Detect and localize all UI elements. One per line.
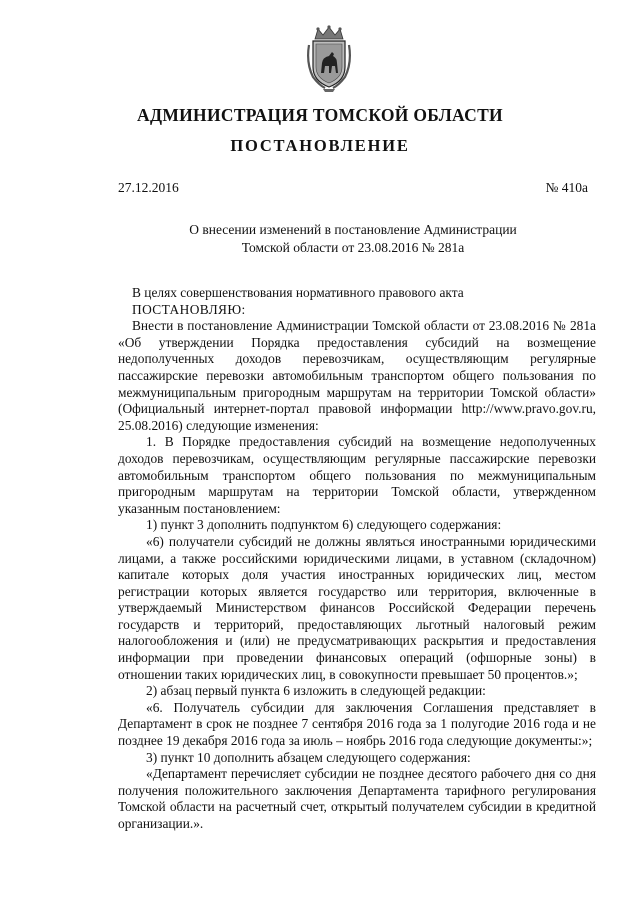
document-date: 27.12.2016	[118, 180, 179, 195]
organization-title: АДМИНИСТРАЦИЯ ТОМСКОЙ ОБЛАСТИ	[137, 105, 503, 125]
paragraph-subitem-2: 2) абзац первый пункта 6 изложить в следующей редакции:	[146, 683, 486, 699]
tomsk-coat-of-arms-icon	[305, 25, 353, 93]
intro-paragraph: В целях совершенствования нормативного правового акта	[132, 285, 464, 300]
paragraph-quote-6: «6) получатели субсидий не должны являться иностранными юридическими лицами, а также российскими юридическими лицами, в уставном (складочном) капитале которых доля участия иностранных юридических лиц, местом регистрации которых является государство или территория, включенные в утверждаемый Министерством финансов Российской Федерации перечень государств и территорий, предоставляющих льготный налоговый режим налогообложения и (или) не предусматривающих раскрытия и предоставления информации при проведении финансовых операций (офшорные зоны) в отношении таких юридических лиц, в совокупности превышает 50 процентов.»;	[118, 533, 596, 682]
paragraph-quote-point-6: «6. Получатель субсидии для заключения Соглашения представляет в Департамент в срок не позднее 7 сентября 2016 года за 1 полугодие 2016 года и не позднее 19 декабря 2016 года за июль – ноябрь 2016 года следующие документы:»;	[118, 699, 596, 749]
paragraph-subitem-3: 3) пункт 10 дополнить абзацем следующего содержания:	[146, 749, 471, 765]
document-body	[118, 285, 596, 833]
resolution-keyword: ПОСТАНОВЛЯЮ:	[132, 301, 246, 317]
subject-line-2: Томской области от 23.08.2016 № 281а	[241, 240, 465, 255]
paragraph-quote-department: «Департамент перечисляет субсидии не позднее десятого рабочего дня со дня получения положительного заключения Департамента тарифного регулирования Томской области на расчетный счет, открытый получателем субсидии в кредитной организации.».	[118, 766, 596, 831]
document-type-title: ПОСТАНОВЛЕНИЕ	[230, 136, 410, 155]
document-number: № 410а	[545, 180, 588, 195]
subject-line-1: О внесении изменений в постановление Администрации	[189, 222, 517, 237]
document-subject	[118, 221, 588, 257]
paragraph-subitem-1: 1) пункт 3 дополнить подпунктом 6) следующего содержания:	[146, 517, 502, 533]
paragraph-item-1: 1. В Порядке предоставления субсидий на возмещение недополученных доходов перевозчикам, осуществляющим регулярные пассажирские перевозки автомобильным транспортом общего пользования по межмуниципальным пригородным маршрутам на территории Томской области, утвержденном указанным постановлением:	[118, 434, 596, 516]
paragraph-amendments: Внести в постановление Администрации Томской области от 23.08.2016 № 281а «Об утверждении Порядка предоставления субсидий на возмещение недополученных доходов перевозчикам, осуществляющим регулярные пассажирские перевозки автомобильным транспортом общего пользования по межмуниципальным пригородным маршрутам на территории Томской области» (Официальный интернет-портал правовой информации http://www.pravo.gov.ru, 25.08.2016) следующие изменения:	[118, 318, 596, 433]
